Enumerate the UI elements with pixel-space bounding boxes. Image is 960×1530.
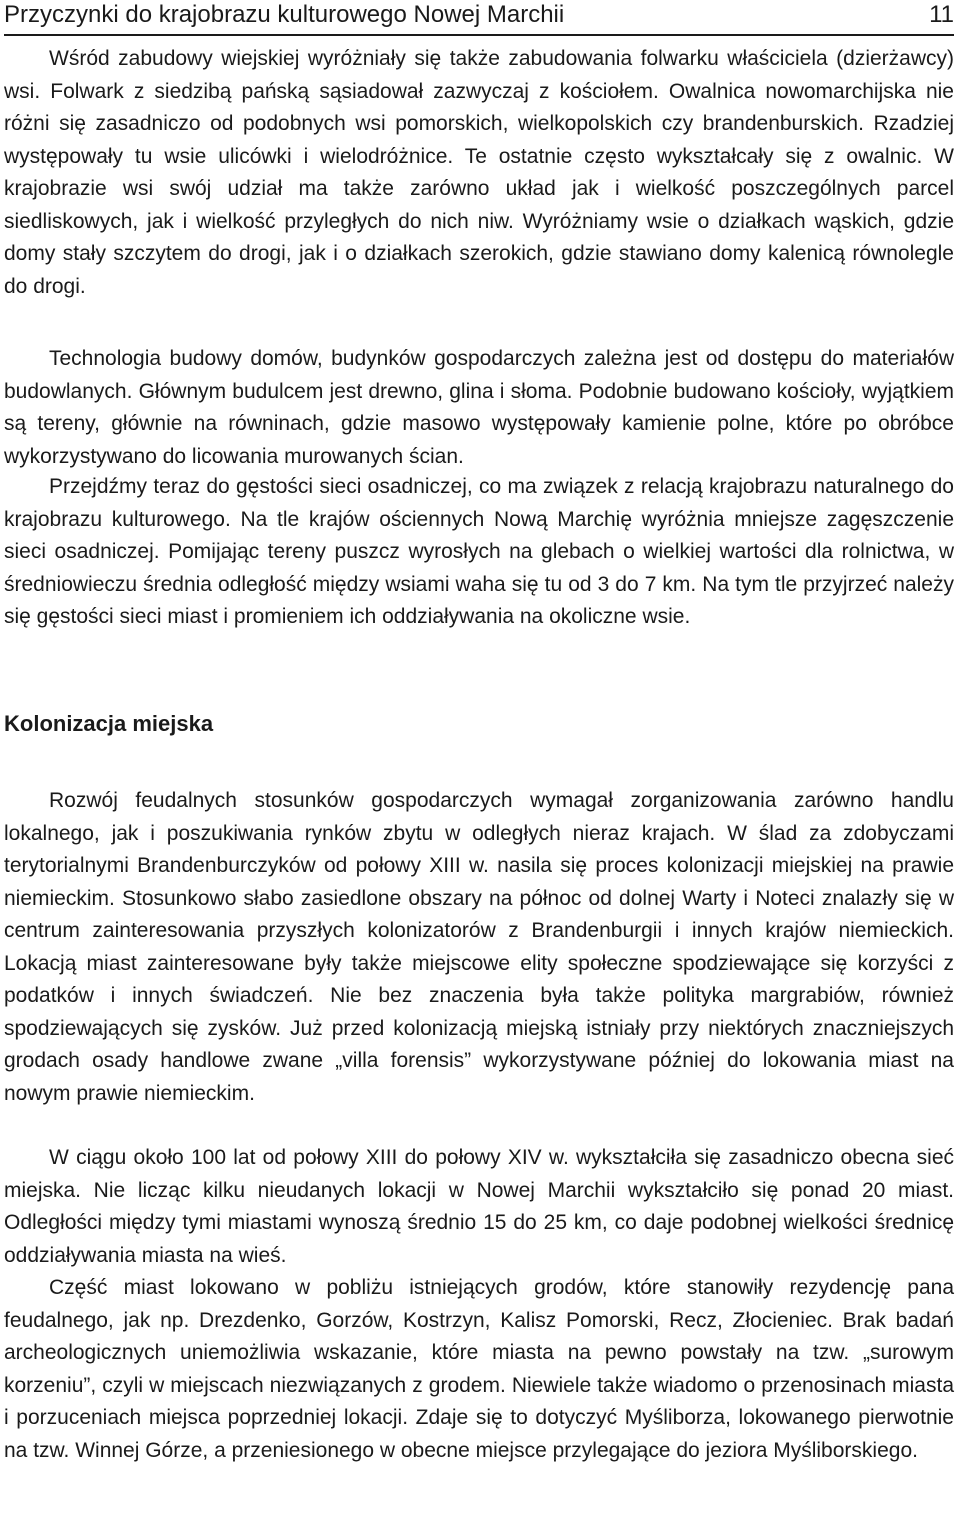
paragraph-urban-colonization: Rozwój feudalnych stosunków gospodarczych wymagał zorganizowania zarówno handlu lokalnego, jak i poszukiwania rynków zbytu w odległych nieraz krajach. W ślad za zdobyczami terytorialnymi Brandenburczyków od połowy XIII w. nasila się proces kolonizacji miejskiej na prawie niemieckim. Stosunkowo słabo zasiedlone obszary na północ od dolnej Warty i Noteci znalazły się w centrum zainteresowania przyszłych kolonizatorów z Brandenburgii i innych krajów niemieckich. Lokacją miast zainteresowane były także miejscowe elity społeczne spodziewające się korzyści z podatków i innych świadczeń. Nie bez znaczenia była także polityka margrabiów, również spodziewających się zysków. Już przed kolonizacją miejską istniały przy niektórych znaczniejszych grodach osady handlowe zwane „villa forensis” wykorzystywane później do lokowania miast na nowym prawie niemieckim.	[4, 789, 954, 1105]
running-header	[4, 0, 954, 36]
paragraph-town-network: W ciągu około 100 lat od połowy XIII do połowy XIV w. wykształciła się zasadniczo obecna sieć miejska. Nie licząc kilku nieudanych lokacji w Nowej Marchii wykształciło się ponad 20 miast. Odległości między tymi miastami wynoszą średnio 15 do 25 km, co daje podobnej wielkości średnicę oddziaływania miasta na wieś.	[4, 1146, 954, 1267]
paragraph-settlement-density: Przejdźmy teraz do gęstości sieci osadniczej, co ma związek z relacją krajobrazu naturalnego do krajobrazu kulturowego. Na tle krajów ościennych Nową Marchię wyróżnia mniejsze zagęszczenie sieci osadniczej. Pomijając tereny puszcz wyrosłych na glebach o wielkiej wartości dla rolnictwa, w średniowieczu średnia odległość między wsiami waha się tu od 3 do 7 km. Na tym tle przyjrzeć należy się gęstości sieci miast i promieniem ich oddziaływania na okoliczne wsie.	[4, 475, 954, 628]
paragraph-building-technology: Technologia budowy domów, budynków gospodarczych zależna jest od dostępu do materiałów budowlanych. Głównym budulcem jest drewno, glina i słoma. Podobnie budowano kościoły, wyjątkiem są tereny, głównie na równinach, gdzie masowo występowały kamienie polne, które po obróbce wykorzystywano do licowania murowanych ścian.	[4, 347, 954, 468]
page-number: 11	[929, 1, 954, 28]
section-heading: Kolonizacja miejska	[4, 711, 214, 736]
paragraph-town-locations: Część miast lokowano w pobliżu istniejących grodów, które stanowiły rezydencję pana feudalnego, jak np. Drezdenko, Gorzów, Kostrzyn, Kalisz Pomorski, Recz, Złocieniec. Brak badań archeologicznych uniemożliwia wskazanie, które miasta na pewno powstały na tzw. „surowym korzeniu”, czyli w miejscach niezwiązanych z grodem. Niewiele także wiadomo o przenosinach miasta i porzuceniach miejsca poprzedniej lokacji. Zdaje się to dotyczyć Myśliborza, lokowanego pierwotnie na tzw. Winnej Górze, a przeniesionego w obecne miejsce przylegające do jeziora Myśliborskiego.	[4, 1276, 954, 1462]
running-header-title: Przyczynki do krajobrazu kulturowego Nowej Marchii	[4, 1, 565, 28]
paragraph-rural-buildings: Wśród zabudowy wiejskiej wyróżniały się także zabudowania folwarku właściciela (dzierżawcy) wsi. Folwark z siedzibą pańską sąsiadował zazwyczaj z kościołem. Owalnica nowomarchijska nie różni się zasadniczo od podobnych wsi pomorskich, wielkopolskich czy brandenburskich. Rzadziej występowały tu wsie ulicówki i wielodróżnice. Te ostatnie często wykształcały się z owalnic. W krajobrazie wsi swój udział ma także zarówno układ jak i wielkość poszczególnych parcel siedliskowych, jak i wielkość przyległych do nich niw. Wyróżniamy wsie o działkach wąskich, gdzie domy stały szczytem do drogi, jak i o działkach szerokich, gdzie stawiano domy kalenicą równolegle do drogi.	[4, 47, 954, 298]
